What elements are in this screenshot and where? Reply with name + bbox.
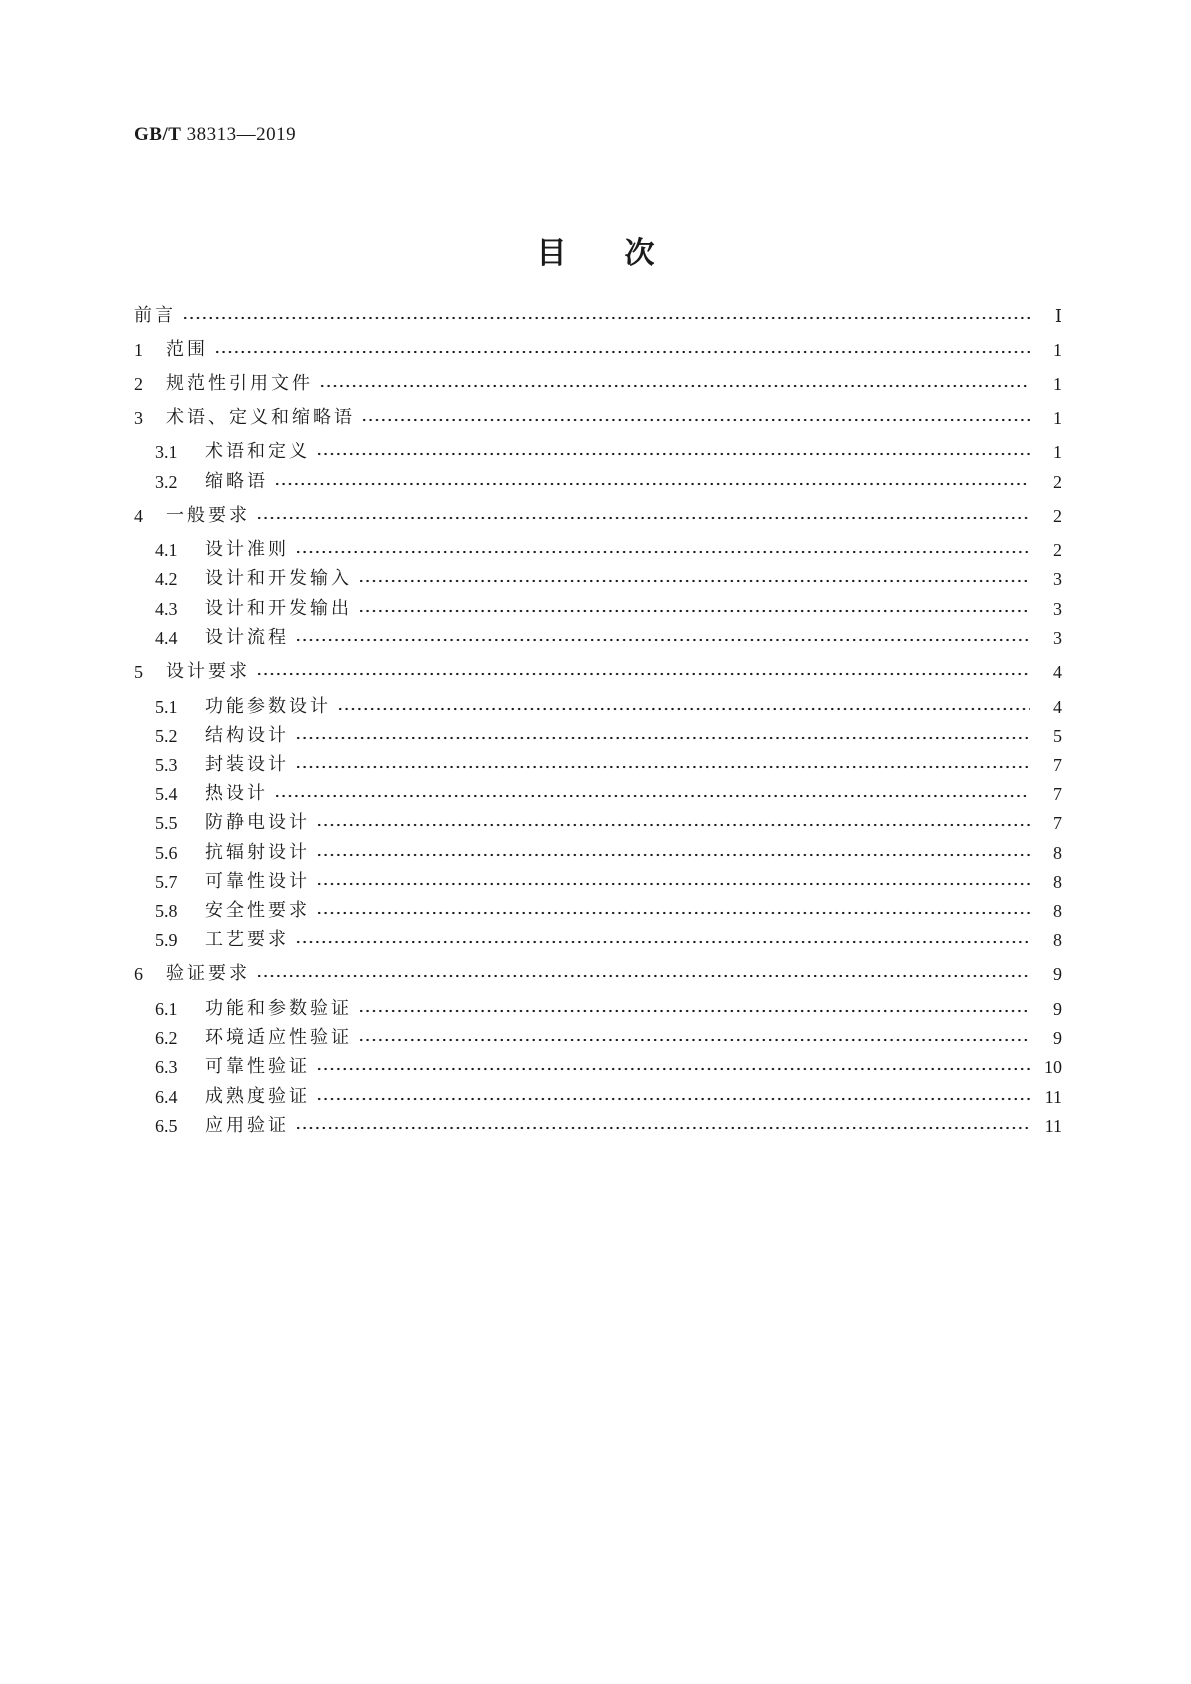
toc-entry-label: 热设计 — [205, 783, 268, 804]
toc-entry[interactable] — [155, 869, 1062, 895]
toc-entry[interactable] — [155, 840, 1062, 866]
toc-entry-label: 规范性引用文件 — [166, 373, 313, 394]
toc-entry-label: 术语、定义和缩略语 — [166, 407, 355, 428]
toc-entry[interactable] — [134, 371, 1062, 397]
toc-entry-number: 5.6 — [155, 843, 178, 863]
toc-entry-page: 10 — [1044, 1057, 1062, 1077]
toc-entry-number: 6 — [134, 964, 143, 984]
toc-entry-label: 设计准则 — [205, 539, 289, 560]
toc-entry-label: 缩略语 — [205, 471, 268, 492]
toc-entry-page: 9 — [1053, 1028, 1062, 1048]
toc-entry-label: 设计和开发输入 — [205, 568, 352, 589]
toc-entry-label: 功能和参数验证 — [205, 998, 352, 1019]
toc-entry-number: 3.1 — [155, 442, 178, 462]
toc-entry-label: 成熟度验证 — [205, 1086, 310, 1107]
toc-entry-page: 2 — [1053, 506, 1062, 526]
toc-entry[interactable] — [134, 503, 1062, 529]
toc-entry-label: 设计流程 — [205, 627, 289, 648]
toc-dot-leader — [256, 515, 1030, 521]
toc-entry-page: 11 — [1044, 1087, 1062, 1107]
toc-entry-page: 4 — [1053, 662, 1062, 682]
toc-entry[interactable] — [155, 596, 1062, 622]
toc-entry-number: 5.4 — [155, 784, 178, 804]
toc-entry[interactable] — [155, 927, 1062, 953]
toc-entry-label: 抗辐射设计 — [205, 842, 310, 863]
toc-entry-number: 5.1 — [155, 697, 178, 717]
toc-dot-leader — [295, 735, 1030, 741]
toc-entry-number: 5.5 — [155, 813, 178, 833]
toc-entry-label: 可靠性验证 — [205, 1056, 310, 1077]
toc-title: 目次 — [536, 236, 713, 271]
toc-entry[interactable] — [155, 1054, 1062, 1080]
toc-dot-leader — [316, 1066, 1030, 1072]
toc-entry-page: 2 — [1053, 540, 1062, 560]
standard-prefix: GB/T — [134, 124, 182, 145]
toc-entry[interactable] — [155, 566, 1062, 592]
toc-entry[interactable] — [155, 810, 1062, 836]
toc-entry[interactable] — [155, 1113, 1062, 1139]
toc-entry-number: 6.1 — [155, 999, 178, 1019]
toc-entry-number: 3.2 — [155, 472, 178, 492]
toc-entry-page: 1 — [1053, 340, 1062, 360]
toc-entry-page: 9 — [1053, 999, 1062, 1019]
toc-entry[interactable] — [155, 537, 1062, 563]
toc-entry[interactable] — [155, 723, 1062, 749]
toc-entry-page: 5 — [1053, 726, 1062, 746]
toc-entry-page: 8 — [1053, 872, 1062, 892]
toc-entry-page: Ⅰ — [1054, 306, 1062, 326]
toc-entry-page: 2 — [1053, 472, 1062, 492]
toc-entry-number: 1 — [134, 340, 143, 360]
toc-entry-page: 8 — [1053, 901, 1062, 921]
toc-entry[interactable] — [134, 961, 1062, 987]
toc-entry-number: 4 — [134, 506, 143, 526]
toc-entry[interactable] — [155, 996, 1062, 1022]
toc-entry-number: 6.4 — [155, 1087, 178, 1107]
toc-entry-label: 安全性要求 — [205, 900, 310, 921]
toc-entry-label: 术语和定义 — [205, 441, 310, 462]
toc-entry-number: 5.7 — [155, 872, 178, 892]
toc-entry[interactable] — [155, 469, 1062, 495]
toc-entry[interactable] — [155, 625, 1062, 651]
toc-entry[interactable] — [134, 337, 1062, 363]
toc-entry[interactable] — [155, 439, 1062, 465]
toc-entry-page: 3 — [1053, 628, 1062, 648]
toc-entry-number: 4.1 — [155, 540, 178, 560]
toc-dot-leader — [358, 578, 1030, 584]
toc-dot-leader — [295, 939, 1030, 945]
toc-entry-number: 5 — [134, 662, 143, 682]
toc-entry-page: 11 — [1044, 1116, 1062, 1136]
toc-entry-number: 4.4 — [155, 628, 178, 648]
toc-entry-page: 3 — [1053, 569, 1062, 589]
toc-entry-label: 设计要求 — [166, 661, 250, 682]
toc-entry-page: 9 — [1053, 964, 1062, 984]
toc-entry-label: 封装设计 — [205, 754, 289, 775]
standard-number: 38313—2019 — [186, 124, 297, 145]
toc-entry-label: 设计和开发输出 — [205, 598, 352, 619]
toc-dot-leader — [316, 910, 1030, 916]
toc-entry-page: 4 — [1053, 697, 1062, 717]
toc-entry[interactable] — [134, 659, 1062, 685]
toc-entry-label: 结构设计 — [205, 725, 289, 746]
toc-entry-number: 3 — [134, 408, 143, 428]
toc-entry-label: 工艺要求 — [205, 929, 289, 950]
toc-entry-page: 1 — [1053, 442, 1062, 462]
toc-entry-page: 1 — [1053, 408, 1062, 428]
toc-entry-number: 6.3 — [155, 1057, 178, 1077]
toc-entry-label: 环境适应性验证 — [205, 1027, 352, 1048]
toc-dot-leader — [358, 1037, 1030, 1043]
toc-dot-leader — [316, 822, 1030, 828]
toc-dot-leader — [295, 1125, 1030, 1131]
toc-entry[interactable] — [155, 1084, 1062, 1110]
toc-entry-page: 7 — [1053, 813, 1062, 833]
toc-entry[interactable] — [155, 781, 1062, 807]
toc-entry-page: 7 — [1053, 755, 1062, 775]
toc-entry-number: 5.9 — [155, 930, 178, 950]
toc-entry[interactable] — [155, 752, 1062, 778]
toc-entry[interactable] — [134, 405, 1062, 431]
toc-entry-number: 6.2 — [155, 1028, 178, 1048]
toc-entry-page: 7 — [1053, 784, 1062, 804]
toc-entry[interactable] — [155, 1025, 1062, 1051]
toc-dot-leader — [274, 481, 1030, 487]
toc-entry-number: 5.3 — [155, 755, 178, 775]
toc-dot-leader — [182, 315, 1030, 321]
toc-entry-label: 一般要求 — [166, 505, 250, 526]
toc-dot-leader — [316, 881, 1030, 887]
toc-entry-label: 验证要求 — [166, 963, 250, 984]
toc-entry-label: 应用验证 — [205, 1115, 289, 1136]
toc-dot-leader — [316, 852, 1030, 858]
toc-entry-page: 3 — [1053, 599, 1062, 619]
toc-entry-number: 4.3 — [155, 599, 178, 619]
toc-dot-leader — [316, 1096, 1030, 1102]
toc-entry-number: 5.8 — [155, 901, 178, 921]
toc-dot-leader — [214, 349, 1030, 355]
toc-dot-leader — [358, 608, 1030, 614]
toc-dot-leader — [361, 417, 1030, 423]
toc-entry-label: 范围 — [166, 339, 208, 360]
toc-dot-leader — [295, 764, 1030, 770]
toc-entry[interactable] — [134, 303, 1062, 329]
toc-entry-number: 5.2 — [155, 726, 178, 746]
toc-entry-label: 功能参数设计 — [205, 696, 331, 717]
toc-entry-label: 前言 — [134, 305, 176, 326]
toc-dot-leader — [358, 1008, 1030, 1014]
toc-dot-leader — [337, 706, 1030, 712]
toc-entry-page: 8 — [1053, 930, 1062, 950]
toc-entry-number: 4.2 — [155, 569, 178, 589]
standard-code — [134, 124, 296, 146]
toc-dot-leader — [274, 793, 1030, 799]
toc-entry-number: 6.5 — [155, 1116, 178, 1136]
toc-dot-leader — [295, 549, 1030, 555]
toc-dot-leader — [295, 637, 1030, 643]
toc-dot-leader — [256, 671, 1030, 677]
toc-entry[interactable] — [155, 694, 1062, 720]
toc-entry[interactable] — [155, 898, 1062, 924]
toc-entry-label: 可靠性设计 — [205, 871, 310, 892]
toc-dot-leader — [316, 451, 1030, 457]
toc-entry-label: 防静电设计 — [205, 812, 310, 833]
toc-entry-number: 2 — [134, 374, 143, 394]
toc-entry-page: 8 — [1053, 843, 1062, 863]
toc-dot-leader — [256, 973, 1030, 979]
toc-dot-leader — [319, 383, 1030, 389]
toc-entry-page: 1 — [1053, 374, 1062, 394]
